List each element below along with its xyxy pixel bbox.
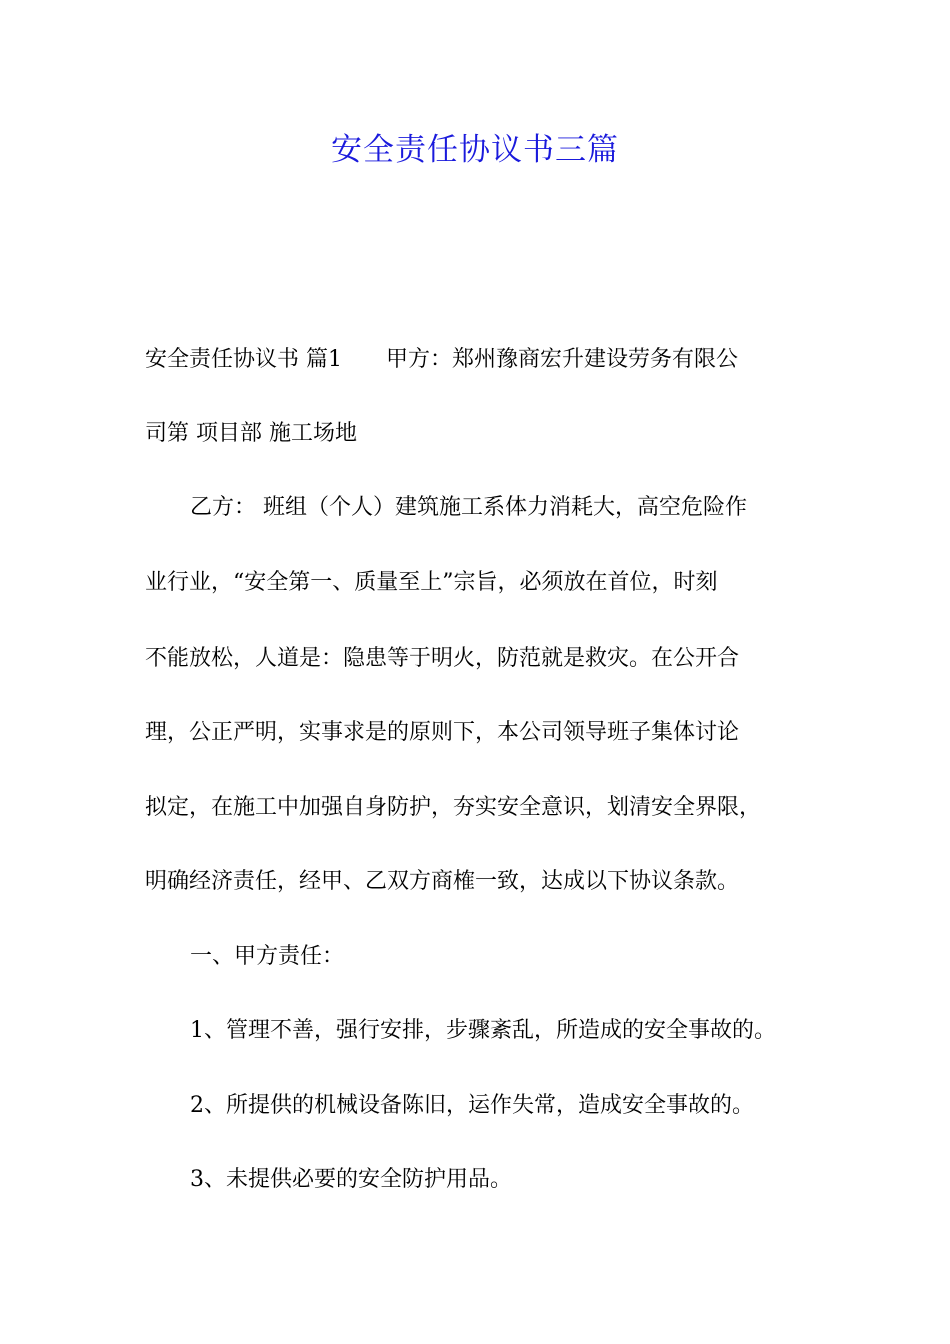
list-item: 1、管理不善，强行安排，步骤紊乱，所造成的安全事故的。 xyxy=(190,1018,776,1043)
paragraph-line: 理，公正严明，实事求是的原则下，本公司领导班子集体讨论 xyxy=(145,720,740,745)
section-heading: 安全责任协议书 篇1 xyxy=(145,347,342,372)
paragraph-line: 司第 项目部 施工场地 xyxy=(145,421,357,446)
party-a-text: 甲方：郑州豫商宏升建设劳务有限公 xyxy=(386,347,739,372)
paragraph-line: 不能放松，人道是：隐患等于明火，防范就是救灾。在公开合 xyxy=(145,646,740,671)
document-title: 安全责任协议书三篇 xyxy=(331,132,619,168)
list-item: 3、未提供必要的安全防护用品。 xyxy=(190,1167,512,1192)
paragraph-line xyxy=(145,344,825,376)
paragraph-line: 业行业，“安全第一、质量至上”宗旨，必须放在首位，时刻 xyxy=(145,570,718,595)
section-subheading: 一、甲方责任： xyxy=(190,944,345,969)
list-item: 2、所提供的机械设备陈旧，运作失常，造成安全事故的。 xyxy=(190,1093,754,1118)
paragraph-line: 明确经济责任，经甲、乙双方商榷一致，达成以下协议条款。 xyxy=(145,869,740,894)
paragraph-line: 乙方： 班组（个人）建筑施工系体力消耗大，高空危险作 xyxy=(190,495,747,520)
paragraph-line: 拟定，在施工中加强自身防护，夯实安全意识，划清安全界限， xyxy=(145,795,762,820)
